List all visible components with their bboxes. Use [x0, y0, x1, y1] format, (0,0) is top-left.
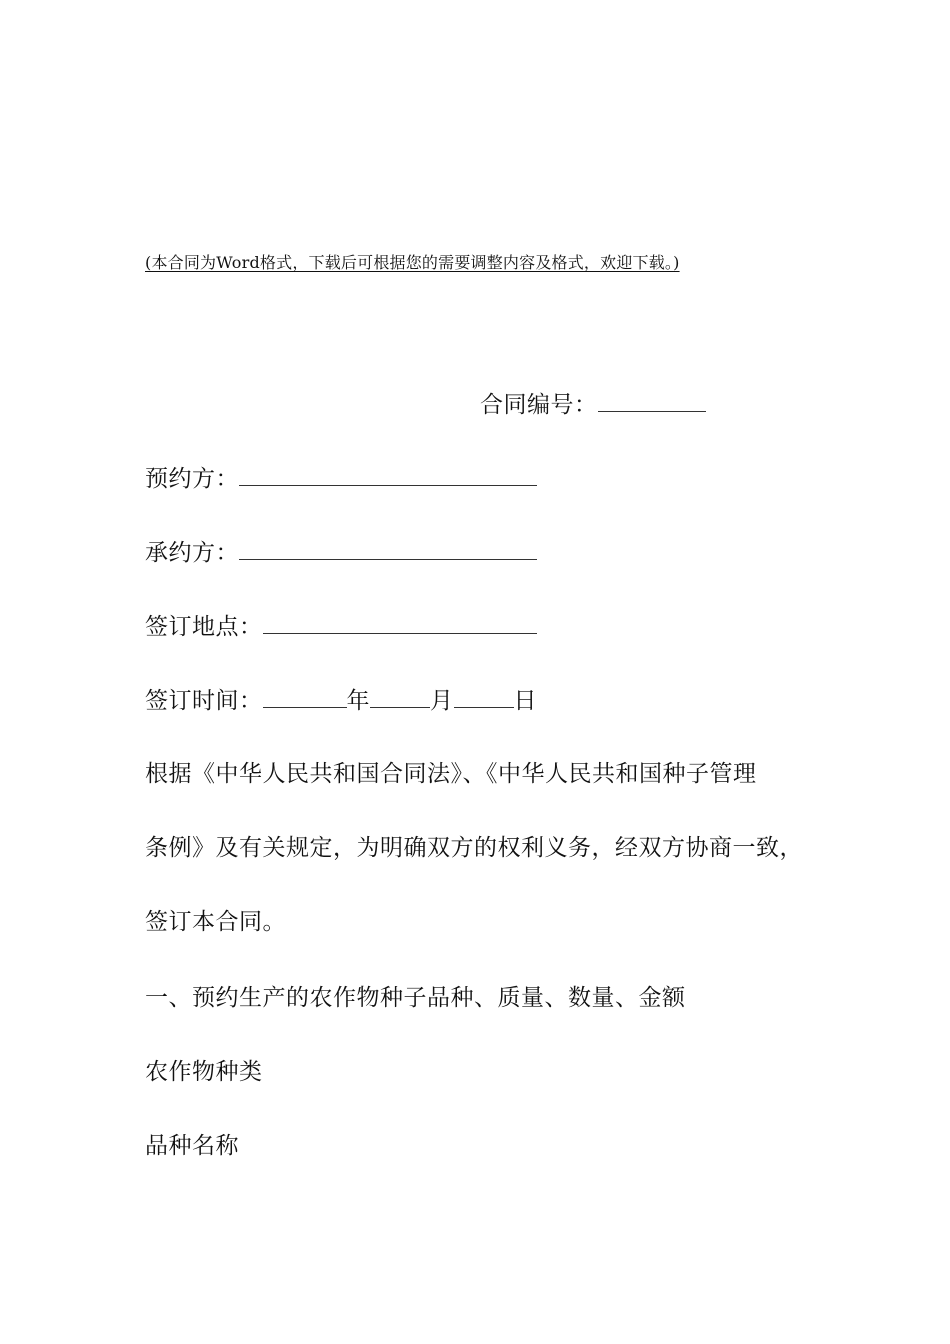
signing-place-blank — [263, 609, 537, 634]
section-1-title: 一、预约生产的农作物种子品种、质量、数量、金额 — [145, 985, 686, 1011]
signing-time-label: 签订时间： — [145, 688, 263, 714]
signing-place-line — [145, 609, 537, 642]
contract-number-label: 合同编号： — [480, 392, 598, 418]
intro-paragraph-line-2: 条例》及有关规定，为明确双方的权利义务，经双方协商一致， — [145, 835, 803, 861]
reserving-party-line — [145, 461, 537, 494]
reserving-party-label: 预约方： — [145, 466, 239, 492]
download-format-note: (本合同为Word格式，下载后可根据您的需要调整内容及格式，欢迎下载。) — [145, 253, 680, 272]
contract-number-line — [480, 387, 706, 420]
day-label: 日 — [513, 688, 537, 714]
contract-number-blank — [598, 387, 706, 412]
contracting-party-label: 承约方： — [145, 540, 239, 566]
reserving-party-blank — [239, 461, 537, 486]
contracting-party-line — [145, 535, 537, 568]
signing-time-line — [145, 683, 537, 716]
month-blank — [370, 683, 430, 708]
day-blank — [454, 683, 514, 708]
signing-place-label: 签订地点： — [145, 614, 263, 640]
intro-paragraph-line-1: 根据《中华人民共和国合同法》、《中华人民共和国种子管理 — [145, 761, 757, 787]
month-label: 月 — [430, 688, 454, 714]
year-blank — [263, 683, 347, 708]
variety-name-label: 品种名称 — [145, 1133, 239, 1159]
contracting-party-blank — [239, 535, 537, 560]
year-label: 年 — [346, 688, 370, 714]
crop-type-label: 农作物种类 — [145, 1059, 263, 1085]
intro-paragraph-line-3: 签订本合同。 — [145, 909, 286, 935]
